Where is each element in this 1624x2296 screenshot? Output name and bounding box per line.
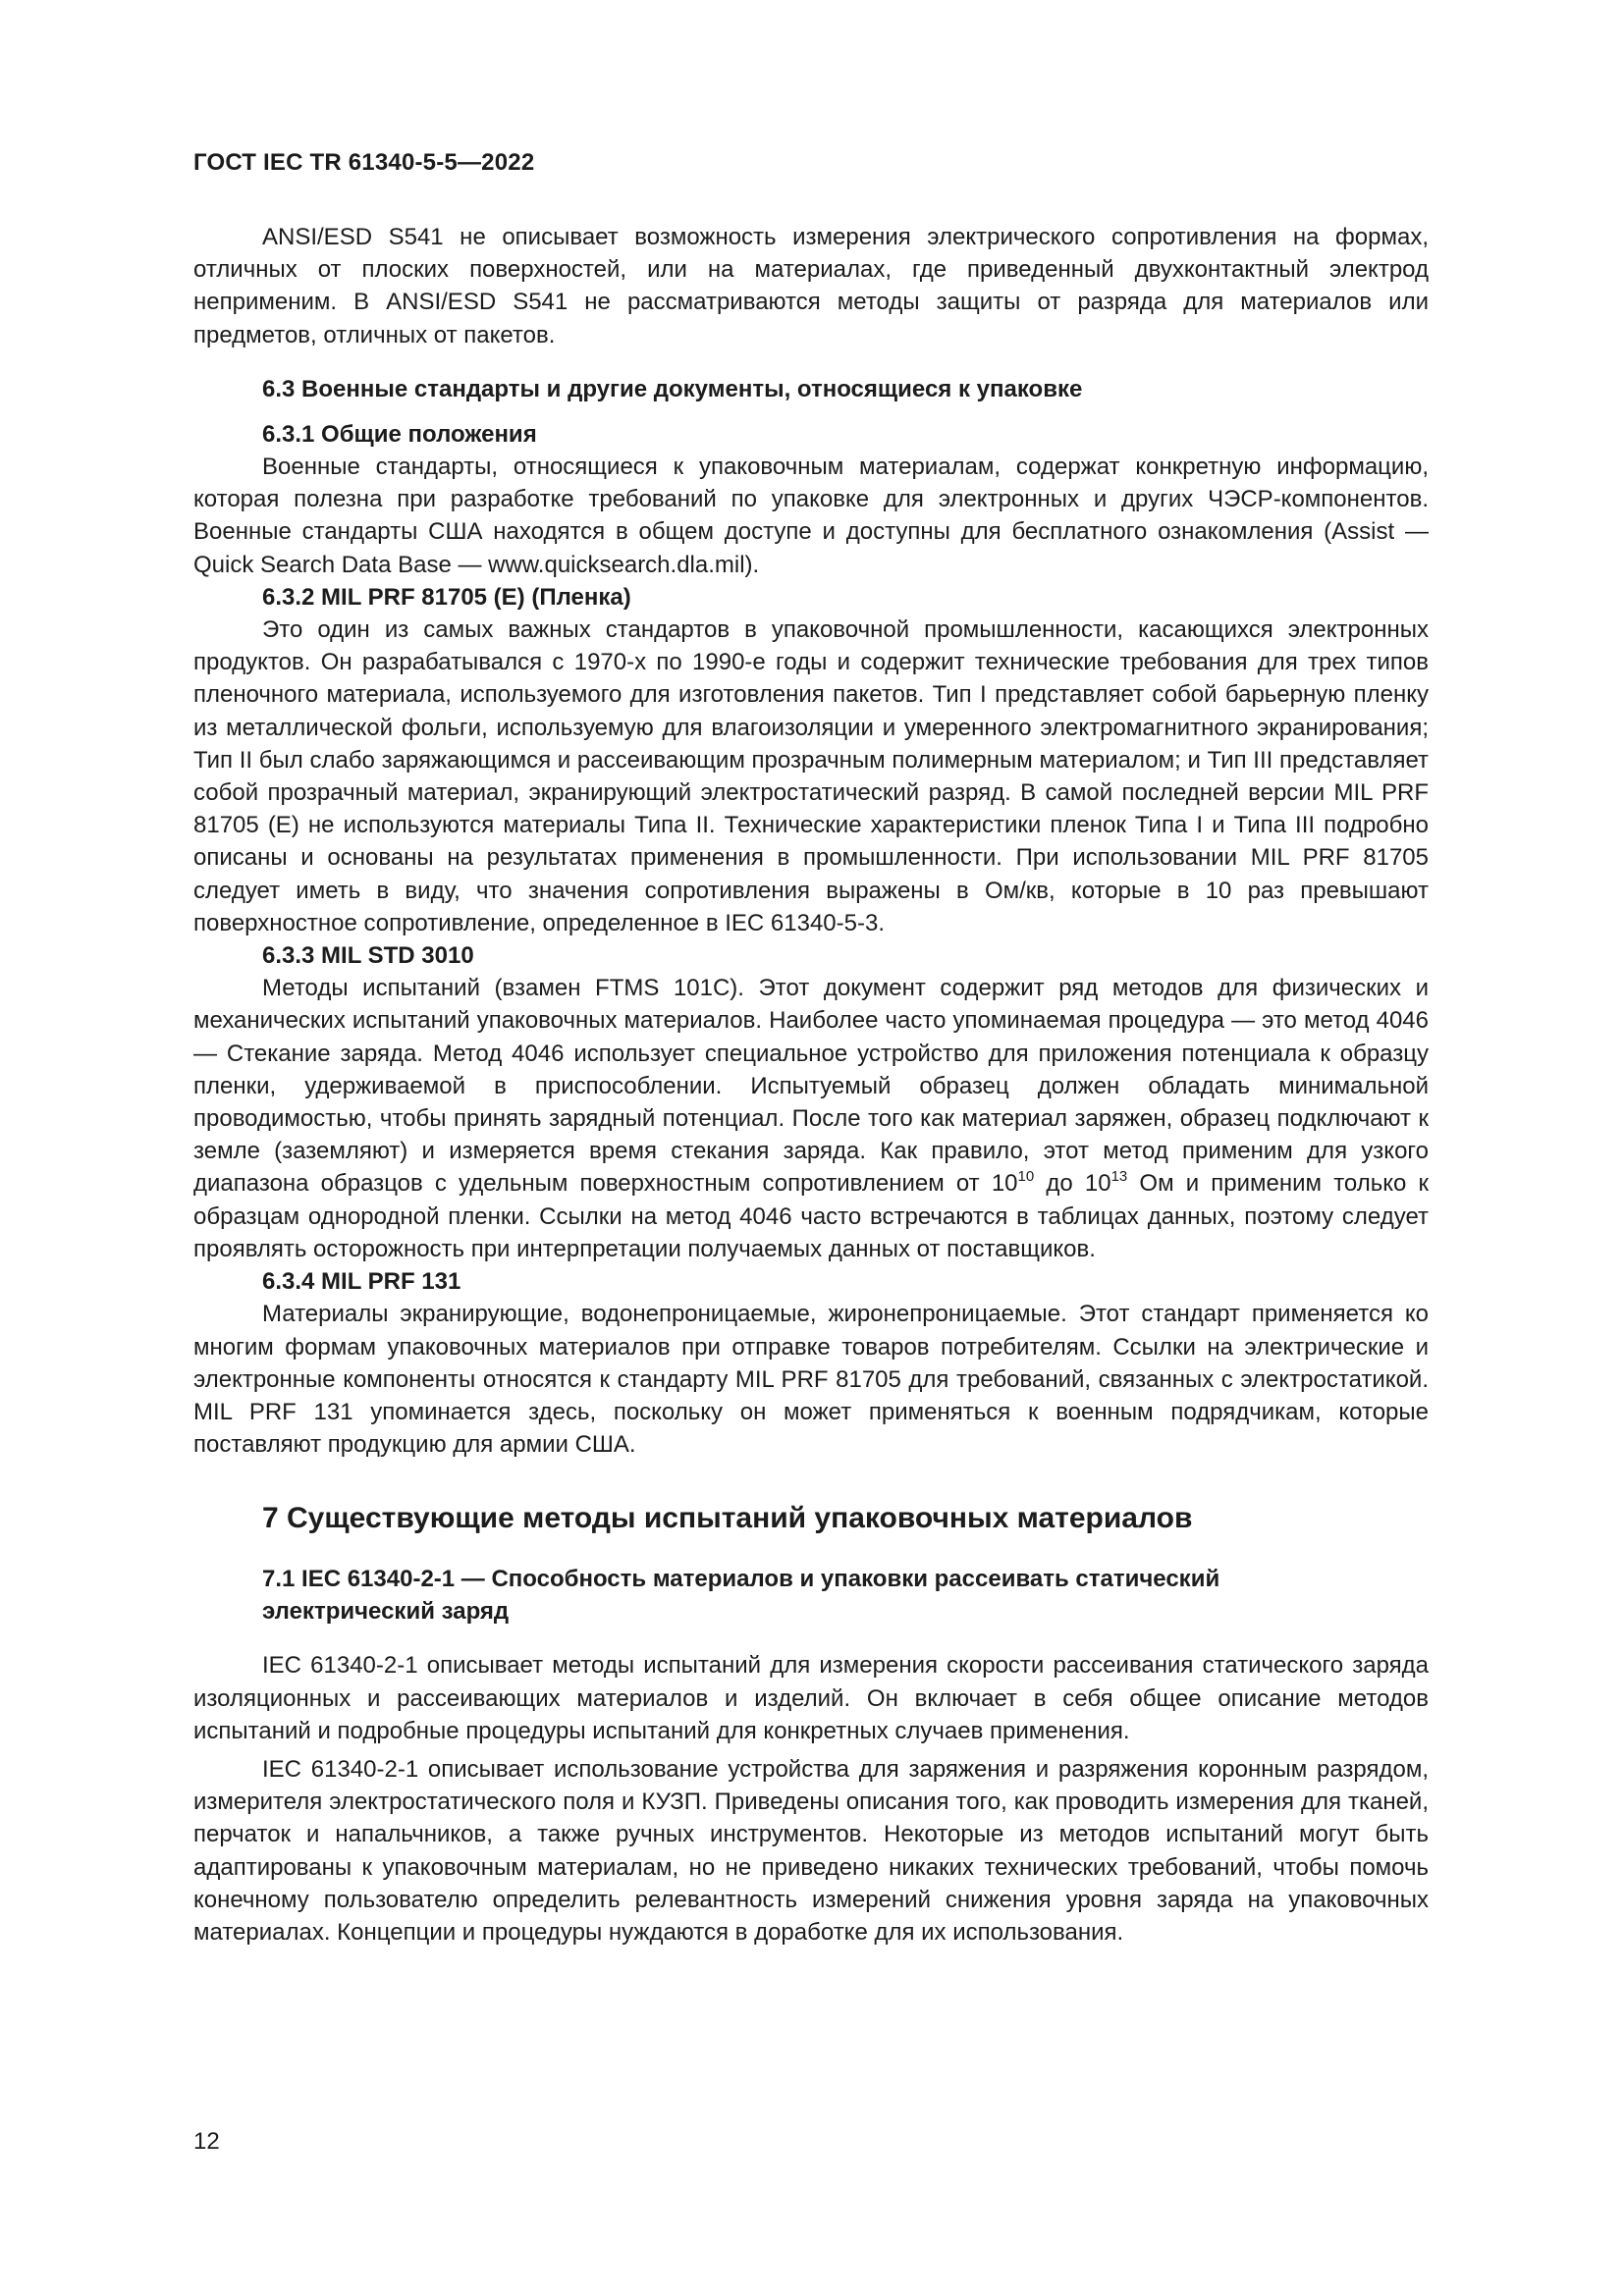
paragraph-6-3-2: Это один из самых важных стандартов в упаковочной промышленности, касающихся электронных продуктов. Он разрабатывался с 1970-х по 1990-е годы и содержит технические требования для трех типов пленочного материала, используемого для изготовления пакетов. Тип I представляет собой барьерную пленку из металлической фольги, используемую для влагоизоляции и умеренного электромагнитного экранирования; Тип II был слабо заряжающимся и рассеивающим прозрачным полимерным материалом; и Тип III представляет собой прозрачный материал, экранирующий электростатический разряд. В самой последней версии MIL PRF 81705 (Е) не используются материалы Типа II. Технические характеристики пленок Типа I и Типа III подробно описаны и основаны на результатах применения в промышленности. При использовании MIL PRF 81705 следует иметь в виду, что значения сопротивления выражены в Ом/кв, которые в 10 раз превышают поверхностное сопротивление, определенное в IEC 61340-5-3. <box>193 616 1429 936</box>
heading-section-7: 7 Существующие методы испытаний упаковочных материалов <box>262 1502 1193 1535</box>
paragraph-6-3-3-part-a: Методы испытаний (взамен FTMS 101C). Этот документ содержит ряд методов для физических и механических испытаний упаковочных материалов. Наиболее часто упоминаемая процедура — это метод 4046 — Стекание заряда. Метод 4046 использует специальное устройство для приложения потенциала к образцу пленки, удерживаемой в приспособлении. Испытуемый образец должен обладать минимальной проводимостью, чтобы принять зарядный потенциал. После того как материал заряжен, образец подключают к земле (заземляют) и измеряется время стекания заряда. Как правило, этот метод применим для узкого диапазона образцов с удельным поверхностным сопротивлением от 10 <box>193 975 1429 1198</box>
heading-7-1: 7.1 IEC 61340-2-1 — Способность материалов и упаковки рассеивать статический электрический заряд <box>262 1566 1220 1626</box>
paragraph-6-3-4: Материалы экранирующие, водонепроницаемые, жиронепроницаемые. Этот стандарт применяется ко многим формам упаковочных материалов при отправке товаров потребителям. Ссылки на электрические и электронные компоненты относятся к стандарту MIL PRF 81705 для требований, связанных с электростатикой. MIL PRF 131 упоминается здесь, поскольку он может применяться к военным подрядчикам, которые поставляют продукцию для армии США. <box>193 1301 1429 1459</box>
paragraph-6-3-3 <box>193 972 1429 1265</box>
paragraph-intro: ANSI/ESD S541 не описывает возможность измерения электрического сопротивления на формах, отличных от плоских поверхностей, или на материалах, где приведенный двухконтактный электрод неприменим. В ANSI/ESD S541 не рассматриваются методы защиты от разряда для материалов или предметов, отличных от пакетов. <box>193 224 1429 348</box>
heading-6-3-3: 6.3.3 MIL STD 3010 <box>262 942 474 970</box>
paragraph-6-3-3-part-b: до 10 <box>1034 1170 1111 1198</box>
exponent-13: 13 <box>1110 1168 1128 1186</box>
exponent-10: 10 <box>1017 1168 1035 1186</box>
paragraph-7-1-a: IEC 61340-2-1 описывает методы испытаний для измерения скорости рассеивания статического заряда изоляционных и рассеивающих материалов и изделий. Он включает в себя общее описание методов испытаний и подробные процедуры испытаний для конкретных случаев применения. <box>193 1652 1429 1744</box>
paragraph-6-3-3-part-c: Ом и применим только к образцам однородной пленки. Ссылки на метод 4046 часто встречаются в таблицах данных, поэтому следует проявлять осторожность при интерпретации получаемых данных от поставщиков. <box>193 1170 1430 1262</box>
heading-6-3: 6.3 Военные стандарты и другие документы, относящиеся к упаковке <box>262 375 1083 402</box>
document-code-header: ГОСТ IEC TR 61340-5-5—2022 <box>193 149 535 176</box>
document-body <box>193 221 1429 1949</box>
heading-6-3-2: 6.3.2 MIL PRF 81705 (Е) (Пленка) <box>262 583 631 611</box>
paragraph-7-1-b: IEC 61340-2-1 описывает использование устройства для заряжения и разряжения коронным разрядом, измерителя электростатического поля и КУЗП. Приведены описания того, как проводить измерения для тканей, перчаток и напальчников, а также ручных инструментов. Некоторые из методов испытаний могут быть адаптированы к упаковочным материалам, но не приведено никаких технических требований, чтобы помочь конечному пользователю определить релевантность измерений снижения уровня заряда на упаковочных материалах. Концепции и процедуры нуждаются в доработке для их использования. <box>193 1755 1429 1946</box>
paragraph-6-3-1: Военные стандарты, относящиеся к упаковочным материалам, содержат конкретную информацию, которая полезна при разработке требований по упаковке для электронных и других ЧЭСР-компонентов. Военные стандарты США находятся в общем доступе и доступны для бесплатного ознакомления (Assist — Quick Search Data Base — www.quicksearch.dla.mil). <box>193 454 1429 578</box>
heading-6-3-4: 6.3.4 MIL PRF 131 <box>262 1268 461 1296</box>
page-number: 12 <box>193 2128 220 2155</box>
heading-6-3-1: 6.3.1 Общие положения <box>262 420 537 448</box>
